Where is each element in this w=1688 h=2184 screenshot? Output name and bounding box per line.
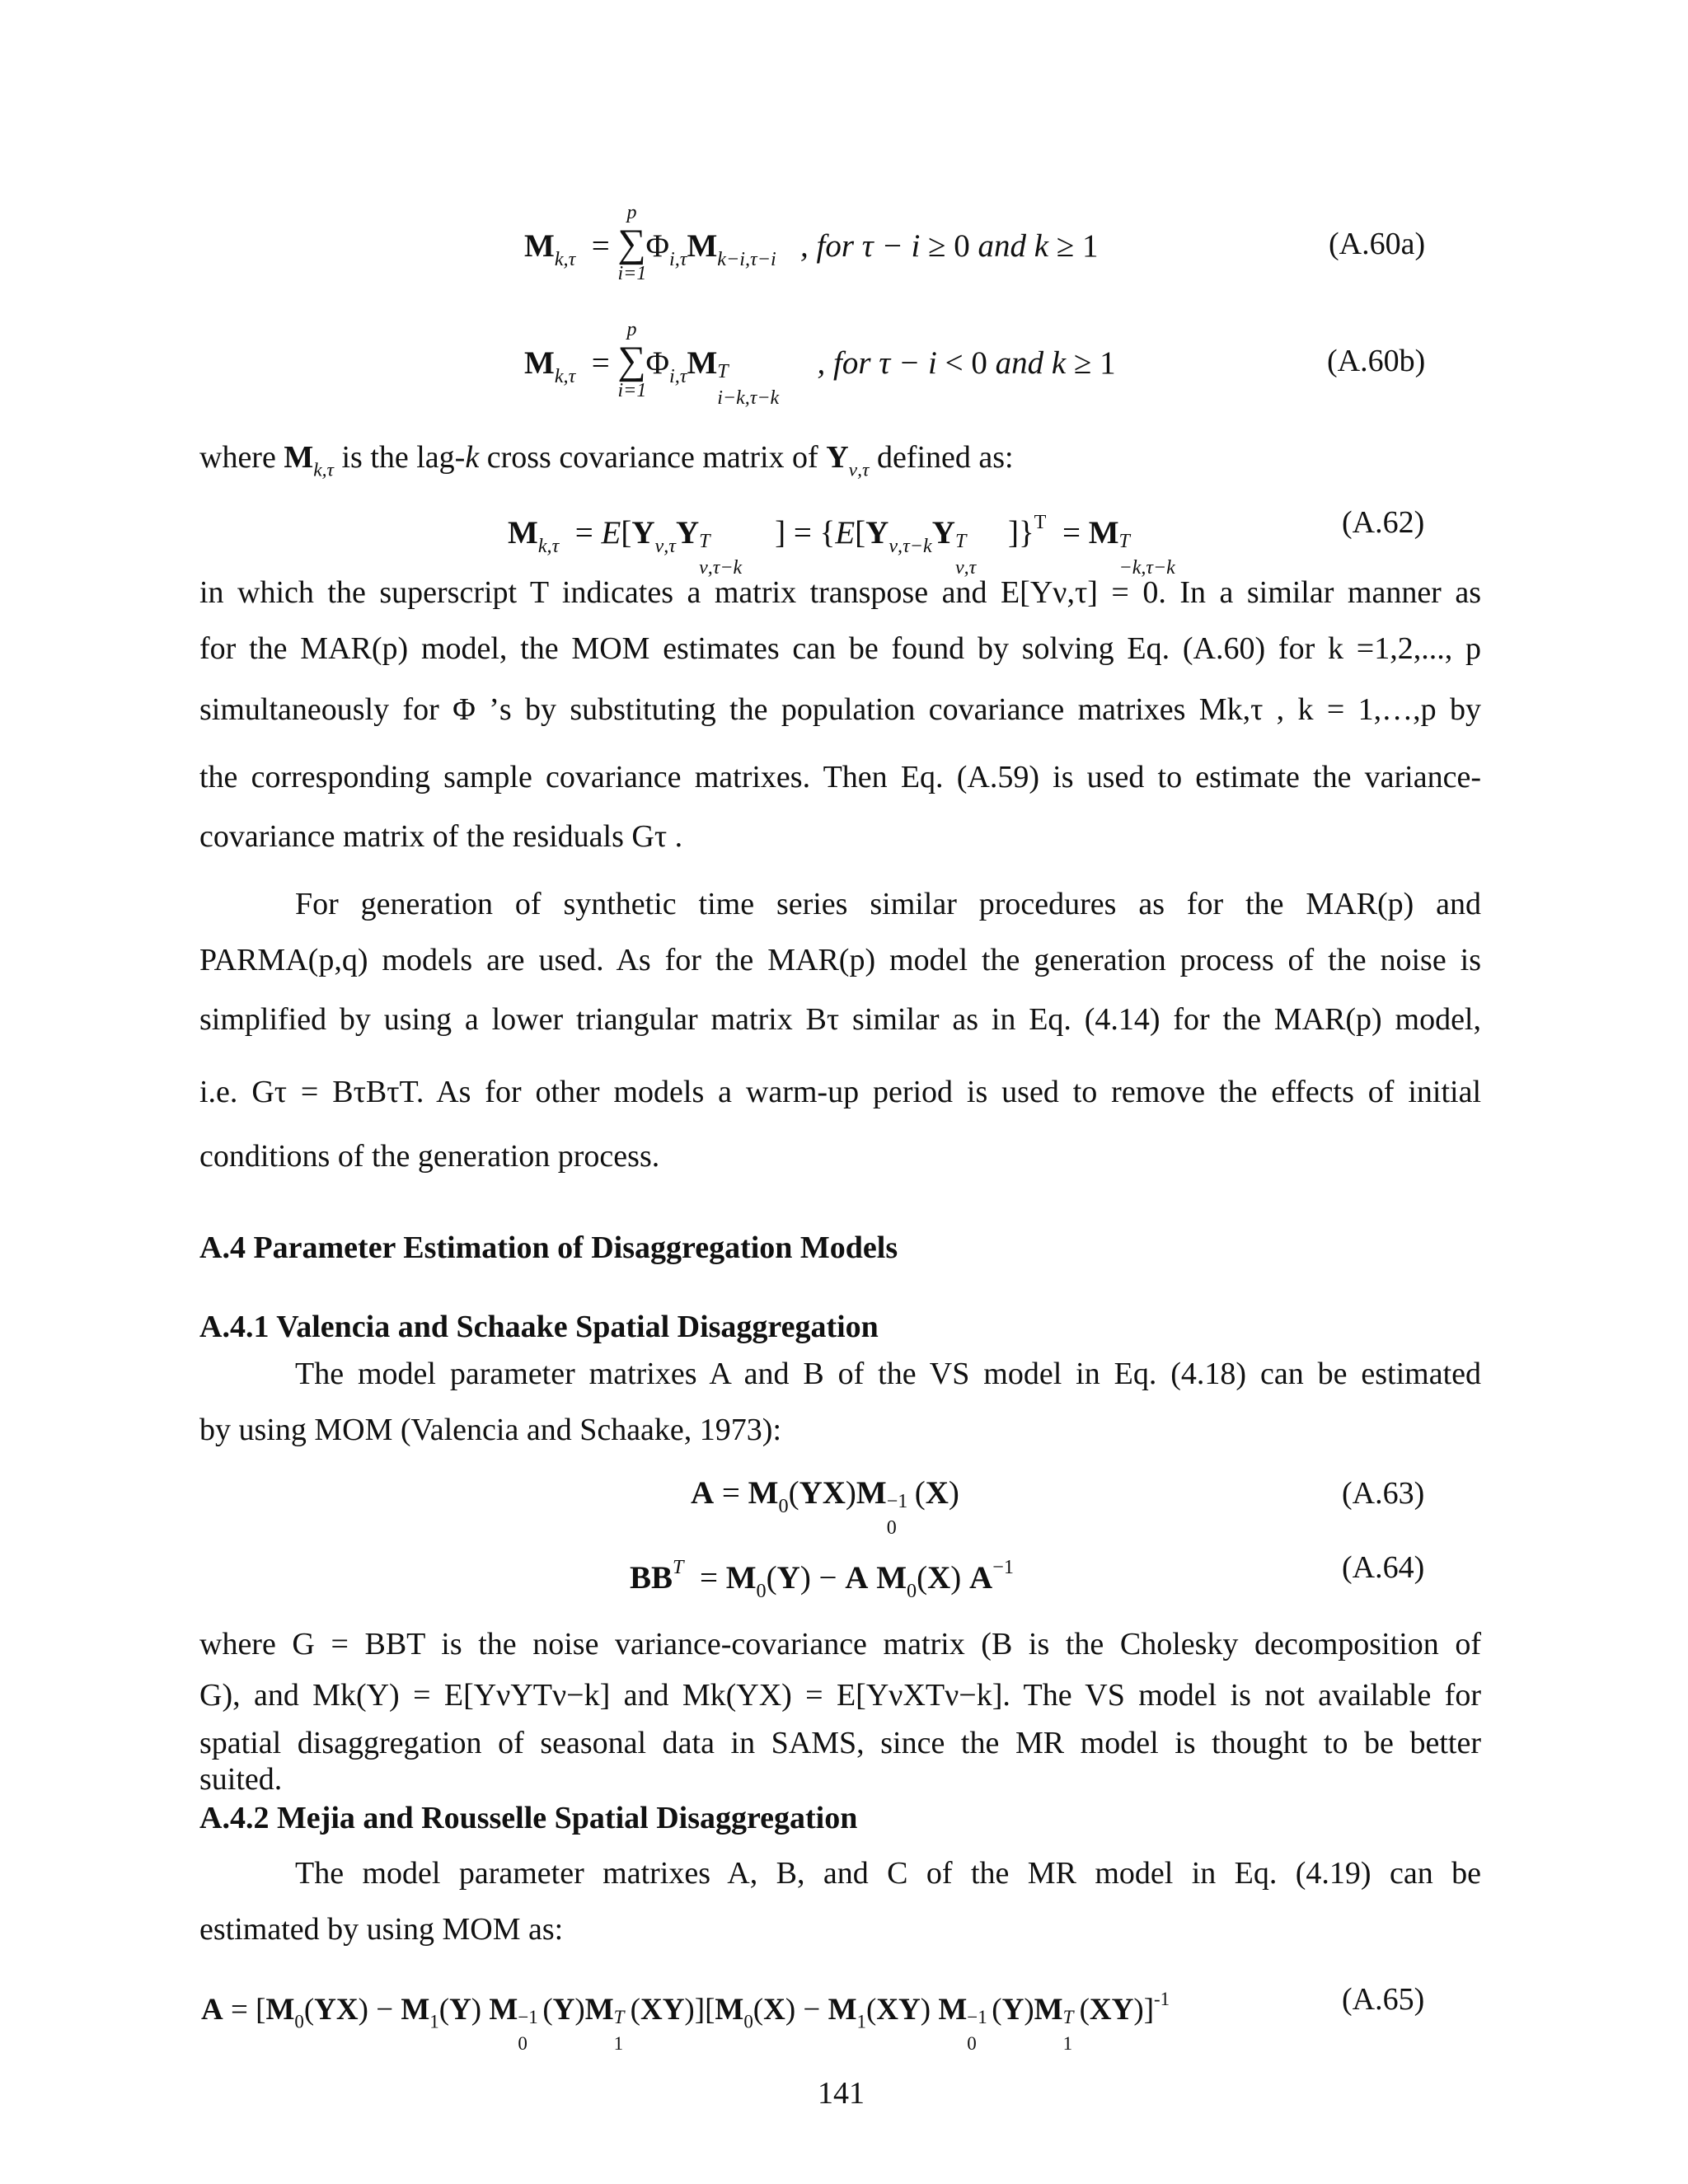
paragraph-line: the corresponding sample covariance matrixes. Then Eq. (A.59) is used to estimate the variance- [199, 760, 1481, 794]
paragraph-line: by using MOM (Valencia and Schaake, 1973): [199, 1413, 782, 1447]
paragraph-line: in which the superscript T indicates a matrix transpose and E[Yν,τ] = 0. In a similar manner as [199, 575, 1481, 610]
paragraph-line: where G = BBT is the noise variance-covariance matrix (B is the Cholesky decomposition of [199, 1627, 1481, 1661]
paragraph-where-lag: where $M_{k,\tau}$ is the lag-k cross covariance matrix of $Y_{\nu,\tau}$ defined as: [199, 440, 1014, 481]
equation-number: (A.64) [1342, 1550, 1425, 1585]
paragraph-line: covariance matrix of the residuals Gτ . [199, 819, 683, 854]
paragraph-line: G), and Mk(Y) = E[YνYTν−k] and Mk(YX) = E[YνXTν−k]. The VS model is not available for [199, 1678, 1481, 1713]
paragraph-line: The model parameter matrixes A, B, and C of the MR model in Eq. (4.19) can be [295, 1856, 1481, 1891]
paragraph-line: PARMA(p,q) models are used. As for the MAR(p) model the generation process of the noise is [199, 943, 1481, 977]
paragraph-line: suited. [199, 1762, 283, 1797]
paragraph-line: for the MAR(p) model, the MOM estimates can be found by solving Eq. (A.60) for k =1,2,..., p [199, 631, 1481, 666]
subsection-heading: A.4.2 Mejia and Rousselle Spatial Disaggregation [199, 1801, 858, 1835]
equation-number: (A.60b) [1327, 344, 1426, 378]
page-number: 141 [818, 2076, 865, 2111]
equation-number: (A.62) [1342, 505, 1425, 540]
paragraph-line: The model parameter matrixes A and B of the VS model in Eq. (4.18) can be estimated [295, 1357, 1481, 1391]
paragraph-line: conditions of the generation process. [199, 1139, 660, 1174]
equation-a65: $A = [M_0(YX) - M_1(Y)$ M −1 0 (Y)M T 1 $(XY)][M_0(X) - M_1(XY)$ M −1 0 (Y)M T 1 (XY)]$^{-1}$ [201, 1989, 1170, 2055]
equation-a63: $A = M_0(YX)M$ −1 0 (X) [691, 1475, 959, 1539]
paragraph-line: simplified by using a lower triangular matrix Bτ similar as in Eq. (4.14) for the MAR(p) model, [199, 1002, 1481, 1037]
equation-a60a: $M_{k,\tau}$ = p ∑ i=1 $\Phi_{i,\tau}M_{k-i,\tau-i}$ , for τ − i ≥ 0 and k ≥ 1 [524, 202, 1099, 284]
equation-a62: $M_{k,\tau} = E[Y_{\nu,\tau}Y$ T ν,τ−k ] = {$E[Y_{\nu,\tau-k}Y$ T ν,τ ]}$^T$ = M T −k,τ−k [508, 511, 1175, 579]
section-heading: A.4 Parameter Estimation of Disaggregation Models [199, 1230, 898, 1265]
paragraph-line: simultaneously for Φ ’s by substituting the population covariance matrixes Mk,τ , k = 1,…,p by [199, 692, 1481, 727]
paragraph-line: spatial disaggregation of seasonal data in SAMS, since the MR model is thought to be better [199, 1726, 1481, 1760]
paragraph-line: For generation of synthetic time series similar procedures as for the MAR(p) and [295, 887, 1481, 921]
paragraph-line: i.e. Gτ = BτBτT. As for other models a warm-up period is used to remove the effects of initial [199, 1075, 1481, 1109]
equation-number: (A.63) [1342, 1476, 1425, 1511]
equation-a64: $BB^T = M_0(Y) - A$ $M_0(X)$ $A^{-1}$ [630, 1556, 1014, 1602]
equation-a60b: $M_{k,\tau}$ = p ∑ i=1 $\Phi_{i,\tau}M$ T i−k,τ−k , for τ − i < 0 and k ≥ 1 [524, 319, 1116, 409]
equation-number: (A.60a) [1329, 227, 1426, 261]
subsection-heading: A.4.1 Valencia and Schaake Spatial Disaggregation [199, 1310, 879, 1344]
equation-number: (A.65) [1342, 1982, 1425, 2017]
paragraph-line: estimated by using MOM as: [199, 1912, 564, 1947]
